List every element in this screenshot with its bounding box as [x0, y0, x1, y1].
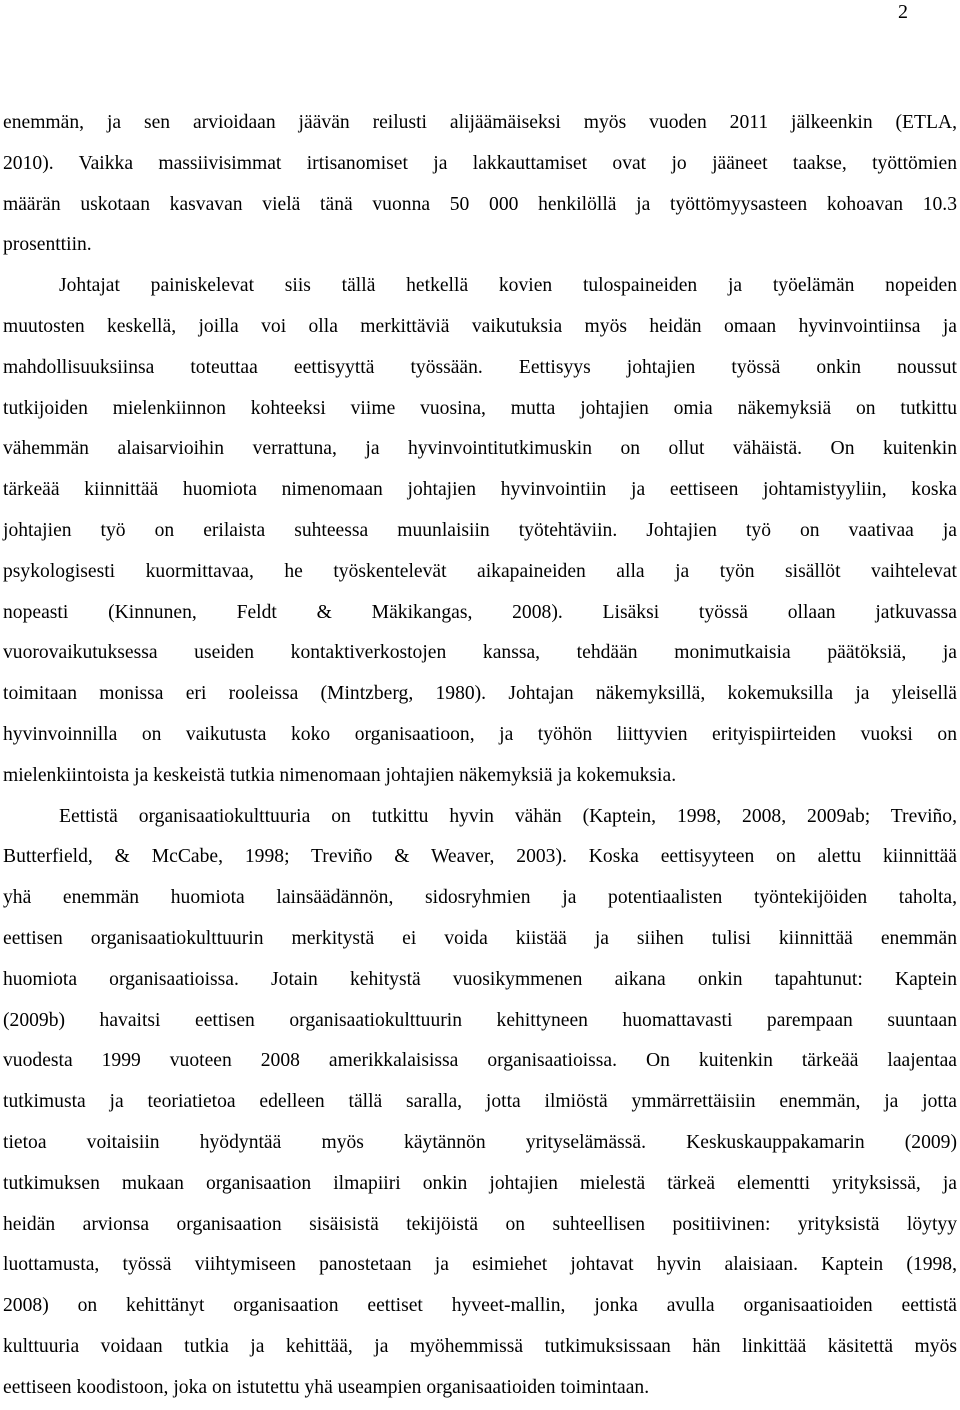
text-line: tietoa voitaisiin hyödyntää myös käytännön yrityselämässä. Keskuskauppakamarin (2009) [3, 1131, 957, 1153]
text-line: tutkijoiden mielenkiinnon kohteeksi viime vuosina, mutta johtajien omia näkemyksiä on tutkittu [3, 397, 957, 419]
text-line: huomiota organisaatioissa. Jotain kehitystä vuosikymmenen aikana onkin tapahtunut: Kaptein [3, 968, 957, 990]
text-line: vähemmän alaisarvioihin verrattuna, ja hyvinvointitutkimuskin on ollut vähäistä. On kuitenkin [3, 438, 957, 460]
text-line: psykologisesti kuormittavaa, he työskentelevät aikapaineiden alla ja työn sisällöt vaihtelevat [3, 560, 957, 582]
text-line: enemmän, ja sen arvioidaan jäävän reilusti alijäämäiseksi myös vuoden 2011 jälkeenkin (ETLA, [3, 112, 957, 133]
text-line: tärkeää kiinnittää huomiota nimenomaan johtajien hyvinvointiin ja eettiseen johtamistyyliin, koska [3, 479, 957, 501]
text-line: eettiseen koodistoon, joka on istutettu yhä useampien organisaatioiden toimintaan. [3, 1376, 650, 1398]
text-line: toimitaan monissa eri rooleissa (Mintzberg, 1980). Johtajan näkemyksillä, kokemuksilla ja yleisellä [3, 683, 957, 705]
page-number: 2 [898, 1, 908, 23]
text-line: kulttuuria voidaan tutkia ja kehittää, ja myöhemmissä tutkimuksissaan hän linkittää käsitettä myös [3, 1335, 957, 1357]
text-line: eettisen organisaatiokulttuurin merkitystä ei voida kiistää ja siihen tulisi kiinnittää enemmän [3, 927, 957, 949]
text-line: vuorovaikutuksessa useiden kontaktiverkostojen kanssa, tehdään monimutkaisia päätöksiä, ja [3, 642, 957, 664]
text-line: heidän arvionsa organisaation sisäisistä tekijöistä on suhteellisen positiivinen: yrityksistä löytyy [3, 1213, 957, 1235]
text-line: Johtajat painiskelevat siis tällä hetkellä kovien tulospaineiden ja työelämän nopeiden [59, 275, 957, 297]
text-line: prosenttiin. [3, 234, 92, 256]
text-line: mielenkiintoista ja keskeistä tutkia nimenomaan johtajien näkemyksiä ja kokemuksia. [3, 764, 677, 786]
text-line: hyvinvoinnilla on vaikutusta koko organisaatioon, ja työhön liittyvien erityispiirteiden vuoksi on [3, 723, 957, 745]
text-line: mahdollisuuksiinsa toteuttaa eettisyyttä työssään. Eettisyys johtajien työssä onkin noussut [3, 356, 957, 378]
text-line: määrän uskotaan kasvavan vielä tänä vuonna 50 000 henkilöllä ja työttömyysasteen kohoavan 10.3 [3, 193, 957, 215]
text-line: muutosten keskellä, joilla voi olla merkittäviä vaikutuksia myös heidän omaan hyvinvointiinsa ja [3, 315, 957, 337]
text-line: Butterfield, & McCabe, 1998; Treviño & Weaver, 2003). Koska eettisyyteen on alettu kiinnittää [3, 846, 957, 868]
text-line: 2008) on kehittänyt organisaation eettiset hyveet-mallin, jonka avulla organisaatioiden eettistä [3, 1295, 957, 1317]
text-line: luottamusta, työssä viihtymiseen panostetaan ja esimiehet johtavat hyvin alaisiaan. Kaptein (1998, [3, 1254, 957, 1276]
text-line: tutkimuksen mukaan organisaation ilmapiiri onkin johtajien mielestä tärkeä elementti yrityksissä, ja [3, 1172, 957, 1194]
text-line: vuodesta 1999 vuoteen 2008 amerikkalaisissa organisaatioissa. On kuitenkin tärkeää laajentaa [3, 1050, 957, 1072]
text-line: 2010). Vaikka massiivisimmat irtisanomiset ja lakkauttamiset ovat jo jääneet taakse, työttömien [3, 152, 957, 174]
text-line: johtajien työ on erilaista suhteessa muunlaisiin työtehtäviin. Johtajien työ on vaativaa ja [3, 519, 957, 541]
text-line: yhä enemmän huomiota lainsäädännön, sidosryhmien ja potentiaalisten työntekijöiden taholta, [3, 887, 957, 909]
body-text [3, 103, 957, 1409]
text-line: tutkimusta ja teoriatietoa edelleen tällä saralla, jotta ilmiöstä ymmärrettäisiin enemmän, ja jotta [3, 1091, 957, 1113]
text-line: (2009b) havaitsi eettisen organisaatiokulttuurin kehittyneen huomattavasti parempaan suuntaan [3, 1009, 957, 1031]
text-line: nopeasti (Kinnunen, Feldt & Mäkikangas, 2008). Lisäksi työssä ollaan jatkuvassa [3, 601, 957, 623]
text-line: Eettistä organisaatiokulttuuria on tutkittu hyvin vähän (Kaptein, 1998, 2008, 2009ab; Treviño, [59, 805, 957, 827]
